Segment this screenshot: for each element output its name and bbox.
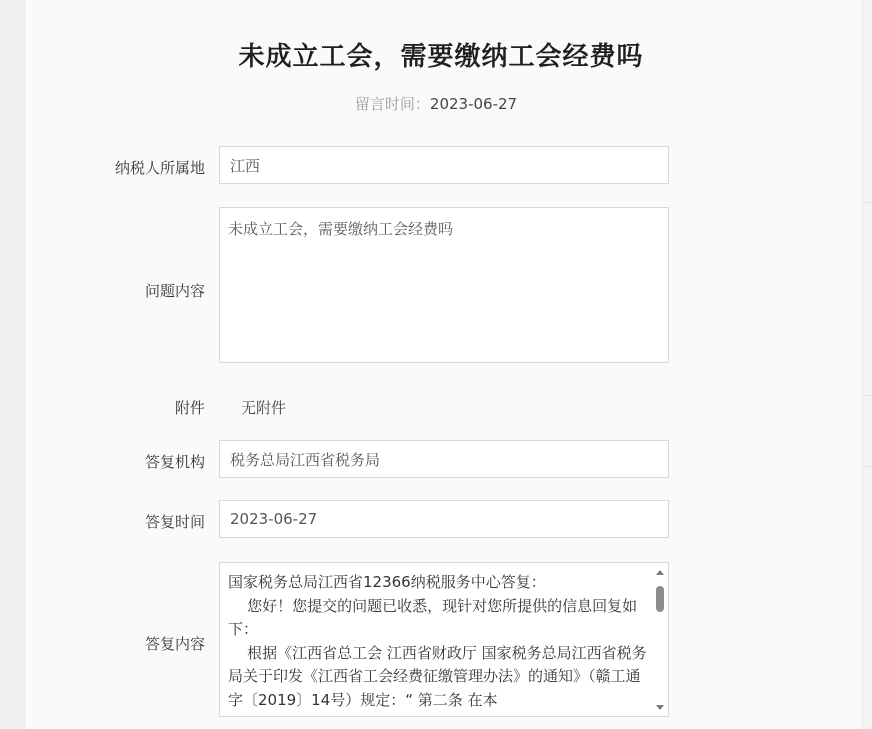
reply-org-label: 答复机构 [144,453,205,471]
reply-time-label: 答复时间 [144,513,205,531]
strip-divider [863,202,872,203]
reply-time-field[interactable] [219,500,669,538]
reply-content-label: 答复内容 [144,635,205,653]
message-time-separator: ： [414,95,430,113]
reply-line: 您好！您提交的问题已收悉，现针对您所提供的信息回复如下： [228,596,638,638]
region-label: 纳税人所属地 [114,159,205,177]
question-value: 未成立工会，需要缴纳工会经费吗 [228,220,454,238]
region-value: 江西 [230,156,261,175]
page-title: 未成立工会，需要缴纳工会经费吗 [238,42,644,72]
reply-line: 根据《江西省总工会 江西省财政厅 国家税务总局江西省税务局关于印发《江西省工会经费征缴管理办法》的通知》（赣工通字〔2019〕14号）规定：“ 第二条 在本 [228,643,647,709]
message-time [0,93,872,114]
message-time-value: 2023-06-27 [429,95,518,113]
message-time-label: 留言时间 [354,95,415,113]
question-label: 问题内容 [144,282,205,300]
question-textarea[interactable] [219,207,669,363]
strip-divider [863,466,872,467]
reply-content-text [228,571,648,712]
reply-org-value: 税务总局江西省税务局 [230,450,381,469]
reply-content-textarea[interactable] [219,562,669,717]
reply-time-value: 2023-06-27 [230,510,318,528]
region-field[interactable] [219,146,669,184]
attachment-label: 附件 [174,399,205,417]
reply-line: 国家税务总局江西省12366纳税服务中心答复： [228,573,546,591]
strip-divider [863,395,872,396]
scroll-up-arrow-icon[interactable] [656,570,664,575]
reply-org-field[interactable] [219,440,669,478]
scroll-down-arrow-icon[interactable] [656,705,664,710]
reply-scrollbar[interactable] [653,564,667,715]
scroll-thumb[interactable] [656,586,664,612]
attachment-value: 无附件 [241,399,287,417]
